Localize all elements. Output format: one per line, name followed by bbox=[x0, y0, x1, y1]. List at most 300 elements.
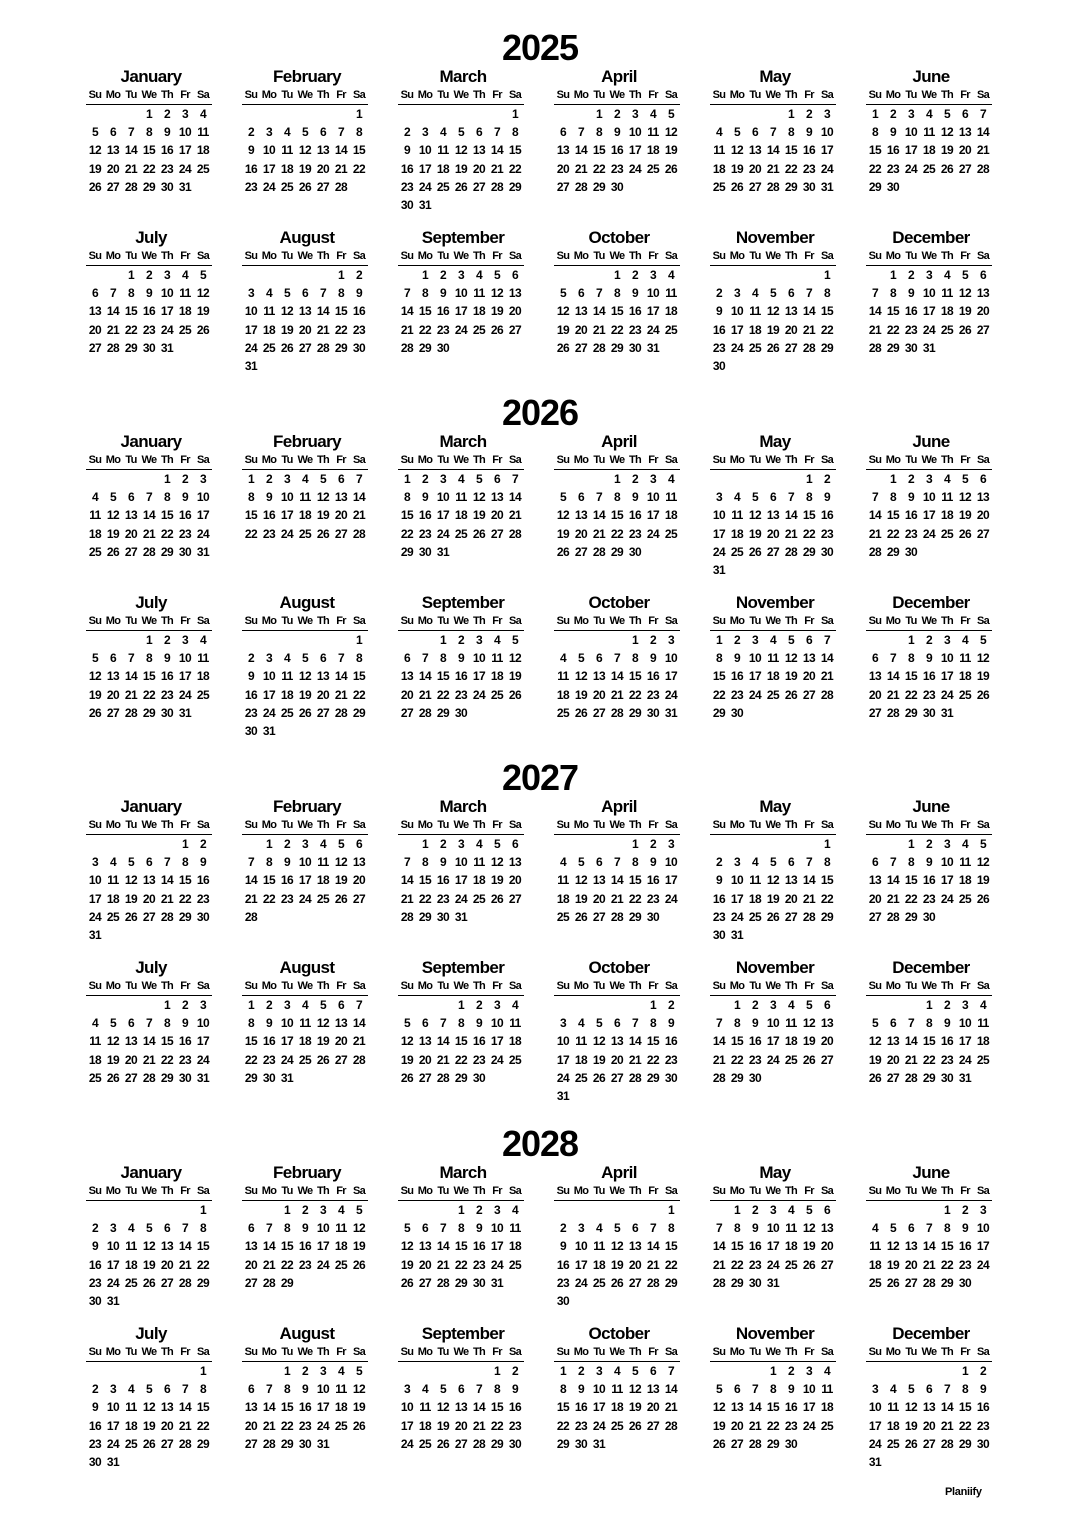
weekday-label: Fr bbox=[960, 615, 970, 627]
day-cell: 5 bbox=[577, 651, 585, 666]
day-cell: 27 bbox=[316, 179, 330, 194]
month-name: May bbox=[759, 1163, 791, 1182]
day-cell: 20 bbox=[316, 687, 330, 702]
day-cell: 14 bbox=[400, 304, 414, 319]
day-cell: 10 bbox=[418, 143, 432, 158]
day-cell-empty bbox=[710, 996, 728, 1014]
day-cell: 19 bbox=[316, 508, 330, 523]
month-september bbox=[398, 228, 528, 357]
weekday-label: Mo bbox=[885, 1346, 901, 1358]
weekday-label: Sa bbox=[976, 819, 990, 831]
day-cell: 8 bbox=[733, 1221, 741, 1236]
month-march bbox=[398, 1163, 528, 1292]
day-cell: 3 bbox=[667, 837, 675, 851]
day-cell-empty bbox=[572, 1201, 590, 1219]
weekday-label: We bbox=[453, 1346, 469, 1358]
weekday-label: Th bbox=[316, 980, 330, 992]
day-cell: 25 bbox=[940, 322, 954, 337]
month-name: February bbox=[273, 67, 341, 86]
day-cell: 7 bbox=[715, 1221, 723, 1236]
weekday-label: Th bbox=[160, 980, 174, 992]
day-cell: 16 bbox=[646, 873, 660, 888]
day-cell: 2 bbox=[559, 1221, 567, 1236]
day-cell: 22 bbox=[454, 1052, 468, 1067]
day-cell: 5 bbox=[301, 651, 309, 666]
month-name: January bbox=[120, 432, 182, 451]
day-cell: 30 bbox=[886, 179, 900, 194]
day-cell: 17 bbox=[730, 322, 744, 337]
weekday-label: Tu bbox=[905, 1185, 917, 1197]
day-cell: 30 bbox=[922, 705, 936, 720]
month-name: June bbox=[912, 797, 950, 816]
day-cell-empty bbox=[866, 1201, 884, 1219]
day-cell: 18 bbox=[958, 873, 972, 888]
day-cell: 23 bbox=[574, 1418, 588, 1433]
day-cell: 29 bbox=[820, 340, 834, 355]
day-cell: 10 bbox=[88, 873, 102, 888]
weekday-label: Fr bbox=[180, 615, 190, 627]
day-cell: 26 bbox=[976, 891, 990, 906]
weekday-label: Th bbox=[628, 1185, 642, 1197]
day-cell: 16 bbox=[88, 1418, 102, 1433]
day-cell-empty bbox=[608, 835, 626, 853]
day-cell: 16 bbox=[712, 322, 726, 337]
day-cell: 17 bbox=[592, 1400, 606, 1415]
day-cell: 17 bbox=[178, 669, 192, 684]
day-cell: 4 bbox=[559, 651, 567, 666]
day-cell: 30 bbox=[298, 1436, 312, 1451]
day-cell-empty bbox=[260, 1201, 278, 1219]
day-grid bbox=[554, 996, 680, 1105]
day-cell: 6 bbox=[631, 1221, 639, 1236]
weekday-label: Su bbox=[712, 615, 726, 627]
day-cell-empty bbox=[260, 1362, 278, 1380]
day-cell: 30 bbox=[940, 1070, 954, 1085]
day-cell: 29 bbox=[244, 1070, 258, 1085]
month-name: October bbox=[588, 1324, 650, 1343]
day-cell: 14 bbox=[316, 304, 330, 319]
day-cell-empty bbox=[122, 1201, 140, 1219]
day-cell: 3 bbox=[559, 1016, 567, 1031]
day-cell: 28 bbox=[178, 1436, 192, 1451]
day-cell: 27 bbox=[922, 1436, 936, 1451]
day-cell: 21 bbox=[142, 1052, 156, 1067]
day-cell: 19 bbox=[400, 1257, 414, 1272]
day-cell: 2 bbox=[457, 633, 465, 647]
day-cell: 18 bbox=[574, 1052, 588, 1067]
day-cell: 7 bbox=[145, 490, 153, 505]
day-cell: 1 bbox=[649, 998, 657, 1012]
day-cell: 4 bbox=[667, 268, 675, 282]
month-name: August bbox=[279, 1324, 335, 1343]
day-cell: 26 bbox=[298, 179, 312, 194]
day-cell: 15 bbox=[142, 143, 156, 158]
day-cell: 8 bbox=[907, 651, 915, 666]
day-cell: 9 bbox=[823, 490, 831, 505]
day-cell: 8 bbox=[787, 125, 795, 140]
day-cell: 22 bbox=[940, 1257, 954, 1272]
day-cell: 26 bbox=[574, 909, 588, 924]
day-cell: 9 bbox=[475, 1016, 483, 1031]
weekday-label: Th bbox=[784, 1185, 798, 1197]
day-cell: 3 bbox=[769, 998, 777, 1012]
weekday-label: Th bbox=[784, 980, 798, 992]
day-cell: 4 bbox=[787, 998, 795, 1012]
weekday-label: Sa bbox=[196, 615, 210, 627]
day-cell: 8 bbox=[943, 1221, 951, 1236]
weekday-label: Mo bbox=[729, 819, 745, 831]
weekday-label: Fr bbox=[804, 454, 814, 466]
day-cell: 20 bbox=[574, 526, 588, 541]
day-cell: 18 bbox=[280, 687, 294, 702]
day-cell: 8 bbox=[163, 490, 171, 505]
month-name: September bbox=[421, 593, 505, 612]
day-grid bbox=[398, 631, 524, 722]
weekday-header bbox=[242, 1183, 368, 1201]
day-cell-empty bbox=[590, 266, 608, 284]
day-cell: 29 bbox=[280, 1436, 294, 1451]
month-name: November bbox=[735, 228, 815, 247]
weekday-label: Tu bbox=[437, 980, 449, 992]
weekday-label: Fr bbox=[648, 1185, 658, 1197]
day-cell: 6 bbox=[577, 490, 585, 505]
day-cell: 30 bbox=[352, 340, 366, 355]
day-cell: 21 bbox=[712, 1257, 726, 1272]
day-grid bbox=[554, 470, 680, 561]
day-grid bbox=[710, 835, 836, 944]
day-cell: 28 bbox=[436, 1275, 450, 1290]
day-cell: 26 bbox=[886, 1275, 900, 1290]
day-cell: 14 bbox=[436, 1239, 450, 1254]
day-cell: 22 bbox=[244, 526, 258, 541]
day-cell: 21 bbox=[922, 1257, 936, 1272]
year-title: 2028 bbox=[501, 1123, 579, 1164]
day-cell: 15 bbox=[124, 304, 138, 319]
day-cell: 24 bbox=[592, 1418, 606, 1433]
day-cell-empty bbox=[608, 631, 626, 649]
day-cell: 30 bbox=[664, 1070, 678, 1085]
weekday-label: Su bbox=[400, 1346, 414, 1358]
day-cell: 23 bbox=[472, 1052, 486, 1067]
day-cell-empty bbox=[416, 1362, 434, 1380]
day-cell: 6 bbox=[787, 286, 795, 301]
day-cell: 5 bbox=[787, 633, 795, 647]
day-cell: 3 bbox=[649, 472, 657, 486]
weekday-header bbox=[710, 452, 836, 470]
day-cell: 14 bbox=[178, 1400, 192, 1415]
weekday-label: Fr bbox=[648, 89, 658, 101]
day-cell: 6 bbox=[319, 125, 327, 140]
day-cell: 25 bbox=[610, 1418, 624, 1433]
day-cell: 18 bbox=[508, 1239, 522, 1254]
day-cell: 26 bbox=[472, 526, 486, 541]
day-cell: 11 bbox=[731, 508, 743, 523]
day-cell: 20 bbox=[106, 161, 120, 176]
month-august bbox=[242, 958, 372, 1087]
day-cell: 2 bbox=[163, 107, 171, 121]
day-cell: 19 bbox=[610, 1257, 624, 1272]
day-cell: 8 bbox=[613, 490, 621, 505]
weekday-label: Mo bbox=[417, 89, 433, 101]
day-cell: 18 bbox=[712, 161, 726, 176]
day-cell: 1 bbox=[613, 472, 621, 486]
day-cell: 4 bbox=[979, 998, 987, 1012]
day-cell: 3 bbox=[907, 107, 915, 121]
day-cell: 13 bbox=[106, 669, 120, 684]
day-cell: 25 bbox=[298, 526, 312, 541]
weekday-label: We bbox=[765, 615, 781, 627]
month-name: February bbox=[273, 797, 341, 816]
day-cell: 7 bbox=[595, 286, 603, 301]
day-cell: 2 bbox=[733, 633, 741, 647]
weekday-header bbox=[86, 87, 212, 105]
day-cell: 9 bbox=[265, 1016, 273, 1031]
day-cell: 15 bbox=[280, 1239, 294, 1254]
day-cell: 6 bbox=[979, 472, 987, 486]
day-cell: 11 bbox=[959, 651, 971, 666]
day-cell: 6 bbox=[91, 286, 99, 301]
weekday-label: We bbox=[921, 89, 937, 101]
day-cell: 5 bbox=[805, 1203, 813, 1217]
day-cell-empty bbox=[296, 105, 314, 123]
day-cell: 22 bbox=[628, 687, 642, 702]
day-cell-empty bbox=[866, 470, 884, 488]
weekday-label: Fr bbox=[492, 980, 502, 992]
weekday-label: Su bbox=[712, 454, 726, 466]
day-cell: 7 bbox=[907, 1016, 915, 1031]
day-cell: 29 bbox=[766, 1436, 780, 1451]
day-grid bbox=[86, 470, 212, 561]
month-name: May bbox=[759, 67, 791, 86]
day-grid bbox=[242, 1362, 368, 1453]
weekday-label: Sa bbox=[664, 1185, 678, 1197]
day-cell: 2 bbox=[475, 998, 483, 1012]
day-cell-empty bbox=[866, 1362, 884, 1380]
day-cell: 28 bbox=[592, 340, 606, 355]
day-cell-empty bbox=[314, 105, 332, 123]
day-cell: 1 bbox=[145, 633, 153, 647]
day-cell: 27 bbox=[592, 705, 606, 720]
day-cell: 10 bbox=[922, 490, 936, 505]
day-cell: 19 bbox=[712, 1418, 726, 1433]
weekday-label: Sa bbox=[976, 1185, 990, 1197]
day-cell: 10 bbox=[868, 1400, 882, 1415]
day-cell: 28 bbox=[628, 1070, 642, 1085]
day-cell: 18 bbox=[334, 1239, 348, 1254]
day-cell-empty bbox=[884, 1201, 902, 1219]
day-cell: 9 bbox=[439, 855, 447, 870]
day-cell: 22 bbox=[766, 1418, 780, 1433]
day-cell: 12 bbox=[802, 1221, 816, 1236]
day-cell: 25 bbox=[334, 1257, 348, 1272]
day-cell: 13 bbox=[244, 1239, 258, 1254]
month-september bbox=[398, 958, 528, 1087]
day-cell: 21 bbox=[976, 143, 990, 158]
day-cell: 3 bbox=[181, 107, 189, 121]
day-cell: 5 bbox=[805, 998, 813, 1012]
weekday-label: We bbox=[297, 250, 313, 262]
day-cell: 2 bbox=[247, 125, 255, 140]
day-grid bbox=[710, 996, 836, 1087]
day-grid bbox=[710, 631, 836, 722]
weekday-label: Mo bbox=[105, 250, 121, 262]
weekday-label: Mo bbox=[417, 980, 433, 992]
day-cell: 21 bbox=[868, 322, 882, 337]
day-cell: 25 bbox=[592, 1275, 606, 1290]
weekday-label: Tu bbox=[593, 1346, 605, 1358]
day-cell: 17 bbox=[316, 1400, 330, 1415]
day-cell: 16 bbox=[886, 143, 900, 158]
weekday-label: Tu bbox=[905, 250, 917, 262]
weekday-label: Mo bbox=[417, 454, 433, 466]
weekday-label: Th bbox=[784, 454, 798, 466]
day-cell: 6 bbox=[871, 651, 879, 666]
weekday-label: Th bbox=[940, 615, 954, 627]
day-cell: 9 bbox=[649, 651, 657, 666]
day-cell: 7 bbox=[751, 1382, 759, 1397]
weekday-header bbox=[398, 978, 524, 996]
day-cell: 21 bbox=[436, 1052, 450, 1067]
day-cell-empty bbox=[800, 266, 818, 284]
day-cell: 10 bbox=[940, 855, 954, 870]
day-cell: 12 bbox=[976, 855, 990, 870]
weekday-header bbox=[554, 87, 680, 105]
day-cell: 17 bbox=[556, 1052, 570, 1067]
month-april bbox=[554, 797, 684, 926]
day-cell: 26 bbox=[142, 1436, 156, 1451]
month-march bbox=[398, 432, 528, 561]
day-cell: 25 bbox=[454, 526, 468, 541]
month-january bbox=[86, 432, 216, 561]
day-cell-empty bbox=[866, 266, 884, 284]
day-cell: 6 bbox=[337, 998, 345, 1012]
day-cell: 26 bbox=[712, 1436, 726, 1451]
weekday-label: Tu bbox=[125, 454, 137, 466]
weekday-label: Fr bbox=[492, 89, 502, 101]
day-cell: 24 bbox=[454, 891, 468, 906]
day-cell: 11 bbox=[557, 669, 569, 684]
day-cell: 13 bbox=[508, 855, 522, 870]
day-cell: 19 bbox=[316, 1034, 330, 1049]
day-cell: 27 bbox=[472, 179, 486, 194]
day-cell: 15 bbox=[868, 143, 882, 158]
day-cell: 21 bbox=[472, 1418, 486, 1433]
weekday-header bbox=[398, 87, 524, 105]
day-cell: 4 bbox=[667, 472, 675, 486]
day-cell: 25 bbox=[976, 1052, 990, 1067]
day-cell: 7 bbox=[127, 651, 135, 666]
weekday-label: Tu bbox=[125, 980, 137, 992]
weekday-label: We bbox=[609, 1346, 625, 1358]
weekday-label: Su bbox=[400, 615, 414, 627]
day-cell: 26 bbox=[664, 161, 678, 176]
day-cell: 6 bbox=[559, 125, 567, 140]
day-cell: 11 bbox=[557, 873, 569, 888]
day-cell: 25 bbox=[748, 909, 762, 924]
day-cell: 17 bbox=[262, 687, 276, 702]
day-cell: 12 bbox=[400, 1239, 414, 1254]
weekday-label: Tu bbox=[281, 250, 293, 262]
day-cell: 25 bbox=[436, 179, 450, 194]
day-cell: 14 bbox=[262, 1400, 276, 1415]
day-cell: 18 bbox=[958, 669, 972, 684]
month-march bbox=[398, 67, 528, 214]
day-cell: 29 bbox=[628, 909, 642, 924]
day-cell: 11 bbox=[335, 1221, 347, 1236]
weekday-label: Su bbox=[556, 615, 570, 627]
weekday-label: Tu bbox=[125, 1185, 137, 1197]
day-cell-empty bbox=[398, 996, 416, 1014]
day-cell: 13 bbox=[820, 1221, 834, 1236]
weekday-label: Fr bbox=[492, 819, 502, 831]
day-cell: 7 bbox=[403, 286, 411, 301]
day-cell: 3 bbox=[733, 855, 741, 870]
day-cell: 3 bbox=[943, 633, 951, 647]
day-cell: 23 bbox=[886, 161, 900, 176]
weekday-label: Mo bbox=[885, 819, 901, 831]
day-cell: 28 bbox=[352, 526, 366, 541]
weekday-label: Tu bbox=[593, 1185, 605, 1197]
day-cell: 11 bbox=[509, 1221, 521, 1236]
weekday-label: We bbox=[297, 1185, 313, 1197]
day-cell: 30 bbox=[958, 1275, 972, 1290]
day-cell: 24 bbox=[940, 687, 954, 702]
day-cell: 21 bbox=[244, 891, 258, 906]
day-cell: 1 bbox=[421, 837, 429, 851]
month-name: June bbox=[912, 1163, 950, 1182]
day-cell: 23 bbox=[904, 526, 918, 541]
day-cell: 11 bbox=[959, 855, 971, 870]
month-august bbox=[242, 593, 372, 740]
weekday-label: Sa bbox=[976, 615, 990, 627]
weekday-label: Su bbox=[868, 250, 882, 262]
weekday-label: Tu bbox=[437, 1185, 449, 1197]
month-name: November bbox=[735, 1324, 815, 1343]
day-cell: 9 bbox=[907, 490, 915, 505]
day-cell: 3 bbox=[181, 633, 189, 647]
day-cell: 6 bbox=[979, 268, 987, 282]
month-name: September bbox=[421, 228, 505, 247]
day-cell: 22 bbox=[610, 526, 624, 541]
day-cell: 9 bbox=[925, 855, 933, 870]
day-cell: 17 bbox=[766, 1034, 780, 1049]
weekday-label: Sa bbox=[352, 1346, 366, 1358]
day-cell: 28 bbox=[766, 179, 780, 194]
weekday-label: Fr bbox=[960, 1346, 970, 1358]
day-cell-empty bbox=[104, 266, 122, 284]
day-cell: 28 bbox=[124, 705, 138, 720]
day-grid bbox=[710, 470, 836, 579]
day-cell: 1 bbox=[247, 998, 255, 1012]
month-september bbox=[398, 1324, 528, 1453]
day-cell: 24 bbox=[280, 526, 294, 541]
day-cell: 1 bbox=[493, 1364, 501, 1378]
day-cell: 21 bbox=[784, 526, 798, 541]
day-grid bbox=[554, 1362, 680, 1453]
day-cell: 31 bbox=[922, 340, 936, 355]
weekday-label: Th bbox=[628, 980, 642, 992]
day-cell: 11 bbox=[107, 873, 119, 888]
day-cell: 28 bbox=[976, 161, 990, 176]
weekday-label: Fr bbox=[648, 980, 658, 992]
day-cell-empty bbox=[260, 105, 278, 123]
weekday-header bbox=[554, 978, 680, 996]
day-cell: 11 bbox=[665, 286, 677, 301]
day-cell: 23 bbox=[298, 1257, 312, 1272]
day-cell: 17 bbox=[922, 304, 936, 319]
day-cell-empty bbox=[158, 1201, 176, 1219]
weekday-header bbox=[710, 613, 836, 631]
